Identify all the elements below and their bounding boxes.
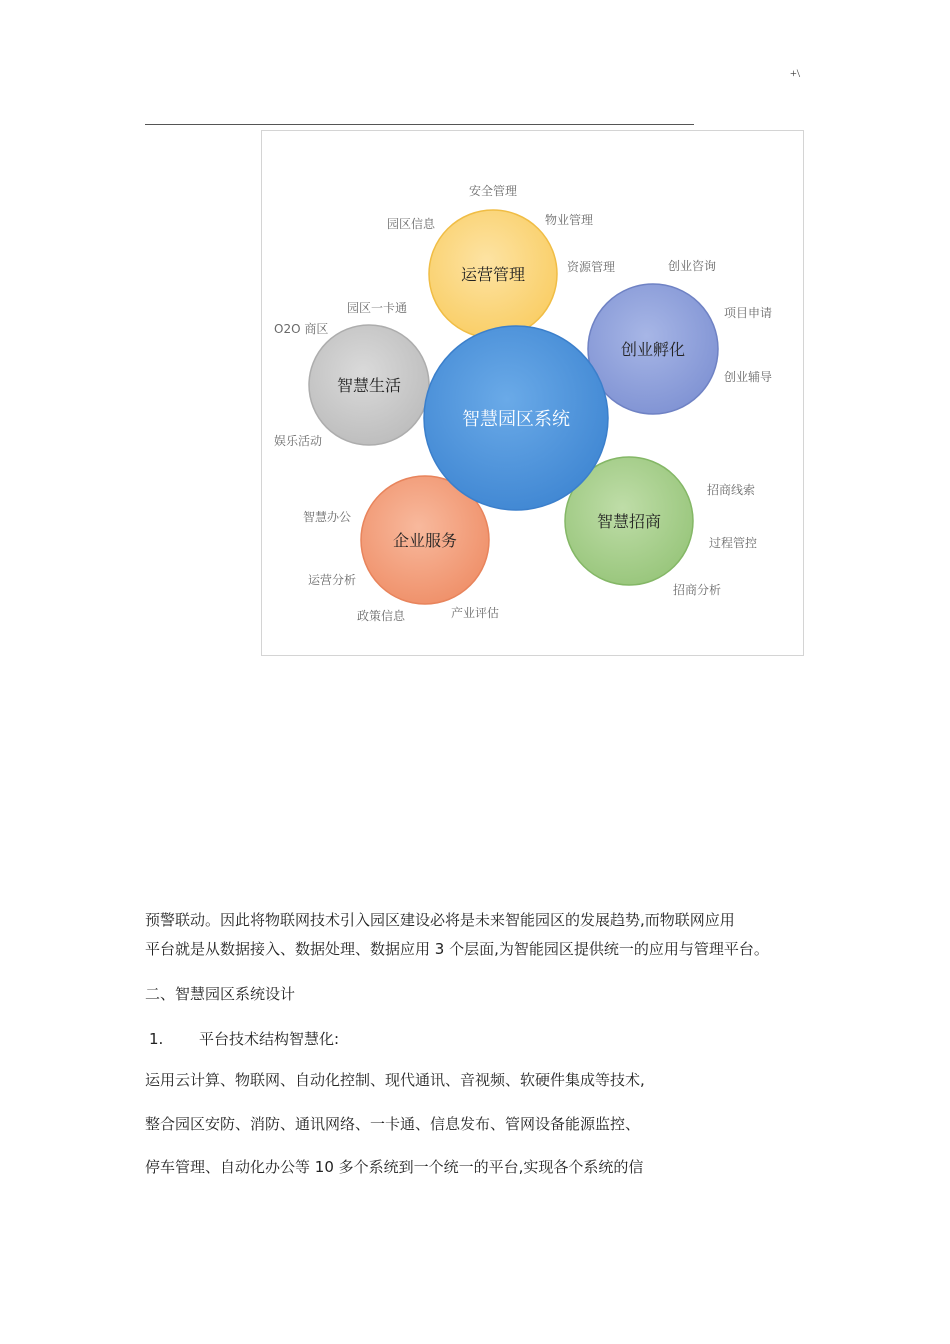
- paragraph-line: 平台就是从数据接入、数据处理、数据应用 3 个层面,为智能园区提供统一的应用与管理平台。: [145, 940, 769, 958]
- item-park-info: 园区信息: [387, 217, 436, 231]
- bubble-enterprise-label: 企业服务: [392, 531, 458, 550]
- item-investment-analysis: 招商分析: [673, 583, 722, 597]
- numbered-item: [145, 1028, 339, 1049]
- item-project-application: 项目申请: [724, 306, 773, 320]
- paragraph-line: 停车管理、自动化办公等 10 多个系统到一个统一的平台,实现各个系统的信: [145, 1158, 644, 1176]
- item-policy-info: 政策信息: [357, 609, 406, 623]
- item-process-control: 过程管控: [709, 536, 758, 550]
- corner-mark: +\: [790, 66, 801, 80]
- paragraph-line: 整合园区安防、消防、通讯网络、一卡通、信息发布、管网设备能源监控、: [145, 1115, 641, 1133]
- bubble-life-label: 智慧生活: [336, 376, 402, 395]
- bubble-incubate-label: 创业孵化: [620, 340, 686, 359]
- item-title: 平台技术结构智慧化:: [199, 1030, 340, 1048]
- item-investment-leads: 招商线索: [707, 483, 756, 497]
- bubble-ops-label: 运营管理: [460, 265, 526, 284]
- item-operation-analysis: 运营分析: [308, 573, 357, 587]
- item-entertainment: 娱乐活动: [274, 434, 323, 448]
- smart-park-diagram: [261, 130, 804, 656]
- paragraph-line: 运用云计算、物联网、自动化控制、现代通讯、音视频、软硬件集成等技术,: [145, 1071, 645, 1089]
- item-resource-management: 资源管理: [567, 260, 616, 274]
- item-park-card: 园区一卡通: [347, 301, 408, 315]
- item-number: 1.: [149, 1030, 164, 1048]
- header-rule: [145, 124, 694, 125]
- diagram-canvas: [262, 131, 805, 657]
- center-label: 智慧园区系统: [462, 409, 570, 430]
- item-startup-consulting: 创业咨询: [668, 259, 717, 273]
- item-o2o-district: O2O 商区: [274, 322, 329, 336]
- item-industry-evaluation: 产业评估: [451, 606, 500, 620]
- item-smart-office: 智慧办公: [303, 510, 352, 524]
- item-startup-mentoring: 创业辅导: [724, 370, 773, 384]
- paragraph-line: 预警联动。因此将物联网技术引入园区建设必将是未来智能园区的发展趋势,而物联网应用: [145, 911, 735, 929]
- bubble-invest-label: 智慧招商: [596, 512, 662, 531]
- section-heading: 二、智慧园区系统设计: [145, 985, 296, 1003]
- item-safety-management: 安全管理: [469, 184, 518, 198]
- item-property-management: 物业管理: [545, 213, 594, 227]
